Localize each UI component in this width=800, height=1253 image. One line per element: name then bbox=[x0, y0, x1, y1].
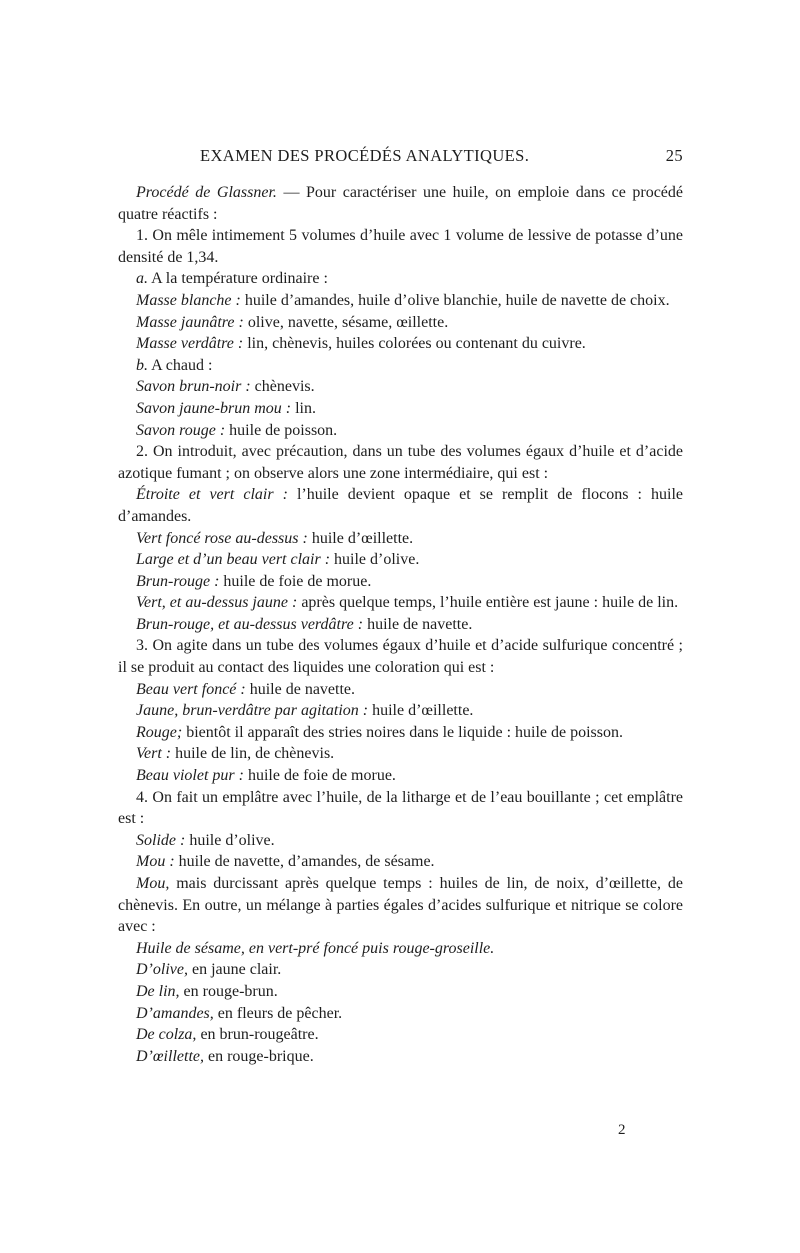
paragraph bbox=[118, 441, 683, 484]
paragraph-text: huile d’amandes, huile d’olive blanchie, huile de navette de choix. bbox=[240, 291, 670, 309]
paragraph-italic-lead: D’œillette, bbox=[136, 1047, 204, 1065]
paragraph-text: A chaud : bbox=[148, 356, 213, 374]
paragraph-text: bientôt il apparaît des stries noires dans le liquide : huile de poisson. bbox=[182, 723, 624, 741]
paragraph-text: huile de navette. bbox=[245, 680, 356, 698]
paragraph bbox=[118, 981, 683, 1003]
paragraph bbox=[118, 1046, 683, 1068]
paragraph-italic-lead: Mou, bbox=[136, 875, 170, 892]
paragraph bbox=[118, 830, 683, 852]
paragraph-text: en brun-rougeâtre. bbox=[196, 1026, 319, 1044]
paragraph bbox=[118, 182, 683, 225]
paragraph-text: huile d’œillette. bbox=[368, 702, 474, 720]
paragraph bbox=[118, 938, 683, 960]
paragraph-text: olive, navette, sésame, œillette. bbox=[243, 313, 449, 331]
paragraph bbox=[118, 592, 683, 614]
paragraph-italic-lead: Large et d’un beau vert clair : bbox=[136, 551, 331, 569]
paragraph-italic-lead: Vert, et au-dessus jaune : bbox=[136, 594, 298, 612]
paragraph bbox=[118, 333, 683, 355]
paragraph-text: en fleurs de pêcher. bbox=[213, 1004, 343, 1022]
paragraph bbox=[118, 268, 683, 290]
paragraph bbox=[118, 851, 683, 873]
paragraph bbox=[118, 787, 683, 830]
paragraph bbox=[118, 420, 683, 442]
paragraph bbox=[118, 765, 683, 787]
paragraph bbox=[118, 571, 683, 593]
paragraph-italic-lead: Vert foncé rose au-dessus : bbox=[136, 529, 308, 547]
paragraph-text: en jaune clair. bbox=[187, 961, 282, 979]
paragraph-italic-lead: b. bbox=[136, 356, 148, 374]
paragraph bbox=[118, 528, 683, 550]
paragraph-italic-lead: Vert : bbox=[136, 745, 172, 763]
paragraph-text: 4. On fait un emplâtre avec l’huile, de la litharge et de l’eau bouillante ; cet emplâtre est : bbox=[118, 788, 683, 828]
paragraph-text: mais durcissant après quelque temps : huiles de lin, de noix, d’œillette, de chènevis. En outre, un mélange à parties égales d’acides sulfurique et nitrique se colore avec : bbox=[118, 875, 683, 936]
paragraph-text: huile de navette, d’amandes, de sésame. bbox=[174, 853, 435, 871]
paragraph bbox=[118, 355, 683, 377]
paragraph-text: huile de foie de morue. bbox=[243, 767, 396, 785]
paragraph-italic-lead: Procédé de Glassner. bbox=[136, 184, 277, 201]
paragraph-text: l’huile devient opaque et se remplit de flocons : huile d’amandes. bbox=[118, 486, 684, 525]
paragraph-italic-lead: D’olive, bbox=[136, 961, 188, 979]
paragraph bbox=[118, 1024, 683, 1046]
paragraph-text: huile d’olive. bbox=[185, 831, 275, 849]
paragraph-italic-lead: Huile de sésame, en vert-pré foncé puis rouge-groseille. bbox=[136, 939, 495, 957]
paragraph-italic-lead: Beau violet pur : bbox=[136, 767, 244, 785]
paragraph bbox=[118, 743, 683, 765]
paragraph-italic-lead: D’amandes, bbox=[136, 1004, 214, 1022]
paragraph bbox=[118, 959, 683, 981]
paragraph-italic-lead: Mou : bbox=[136, 853, 175, 871]
paragraph-italic-lead: Savon brun-noir : bbox=[136, 378, 251, 396]
paragraph bbox=[118, 225, 683, 268]
paragraph-italic-lead: Brun-rouge : bbox=[136, 572, 220, 590]
paragraph-italic-lead: Savon jaune-brun mou : bbox=[136, 399, 292, 417]
paragraph-text: — Pour caractériser une huile, on emploie dans ce procédé quatre réactifs : bbox=[118, 184, 684, 223]
paragraph bbox=[118, 549, 683, 571]
paragraph-italic-lead: a. bbox=[136, 270, 148, 288]
page-number: 25 bbox=[665, 146, 683, 165]
paragraph-text: 1. On mêle intimement 5 volumes d’huile avec 1 volume de lessive de potasse d’une densité de 1,34. bbox=[118, 227, 683, 266]
paragraph-text: lin, chènevis, huiles colorées ou contenant du cuivre. bbox=[243, 335, 586, 353]
page-body bbox=[118, 182, 683, 1067]
paragraph-text: huile de foie de morue. bbox=[219, 572, 372, 590]
paragraph-text: 3. On agite dans un tube des volumes égaux d’huile et d’acide sulfurique concentré ; il se produit au contact des liquides une coloration qui est : bbox=[118, 637, 683, 677]
running-title: EXAMEN DES PROCÉDÉS ANALYTIQUES. bbox=[200, 146, 530, 165]
paragraph-text: lin. bbox=[291, 399, 316, 417]
signature-mark: 2 bbox=[618, 1122, 626, 1138]
paragraph bbox=[118, 484, 683, 527]
paragraph bbox=[118, 635, 683, 678]
paragraph-italic-lead: Masse blanche : bbox=[136, 291, 241, 309]
paragraph-italic-lead: Brun-rouge, et au-dessus verdâtre : bbox=[136, 615, 364, 633]
paragraph-text: huile d’olive. bbox=[330, 551, 420, 569]
paragraph-text: en rouge-brun. bbox=[179, 982, 278, 1000]
paragraph-italic-lead: Solide : bbox=[136, 831, 186, 849]
paragraph-italic-lead: Rouge; bbox=[136, 723, 183, 741]
paragraph-italic-lead: Masse verdâtre : bbox=[136, 335, 244, 353]
paragraph-text: A la température ordinaire : bbox=[148, 270, 328, 288]
paragraph-italic-lead: Savon rouge : bbox=[136, 421, 226, 439]
paragraph-italic-lead: Étroite et vert clair : bbox=[136, 486, 288, 504]
paragraph-italic-lead: De lin, bbox=[136, 982, 180, 1000]
paragraph bbox=[118, 679, 683, 701]
paragraph bbox=[118, 700, 683, 722]
paragraph-text: 2. On introduit, avec précaution, dans un tube des volumes égaux d’huile et d’acide azotique fumant ; on observe alors une zone intermédiaire, qui est : bbox=[118, 443, 683, 482]
paragraph-text: huile de navette. bbox=[363, 615, 473, 633]
paragraph-italic-lead: Masse jaunâtre : bbox=[136, 313, 244, 331]
paragraph bbox=[118, 614, 683, 636]
paragraph bbox=[118, 398, 683, 420]
paragraph-italic-lead: Beau vert foncé : bbox=[136, 680, 246, 698]
paragraph bbox=[118, 873, 683, 938]
paragraph-text: chènevis. bbox=[250, 378, 315, 396]
paragraph-text: en rouge-brique. bbox=[203, 1047, 314, 1065]
paragraph-text: huile d’œillette. bbox=[307, 529, 414, 547]
paragraph-italic-lead: Jaune, brun-verdâtre par agitation : bbox=[136, 702, 369, 720]
paragraph-text: huile de lin, de chènevis. bbox=[171, 745, 335, 763]
paragraph-italic-lead: De colza, bbox=[136, 1026, 197, 1044]
paragraph-text: après quelque temps, l’huile entière est jaune : huile de lin. bbox=[297, 594, 679, 612]
paragraph bbox=[118, 290, 683, 312]
paragraph bbox=[118, 312, 683, 334]
paragraph-text: huile de poisson. bbox=[225, 421, 338, 439]
paragraph bbox=[118, 376, 683, 398]
paragraph bbox=[118, 1003, 683, 1025]
paragraph bbox=[118, 722, 683, 744]
